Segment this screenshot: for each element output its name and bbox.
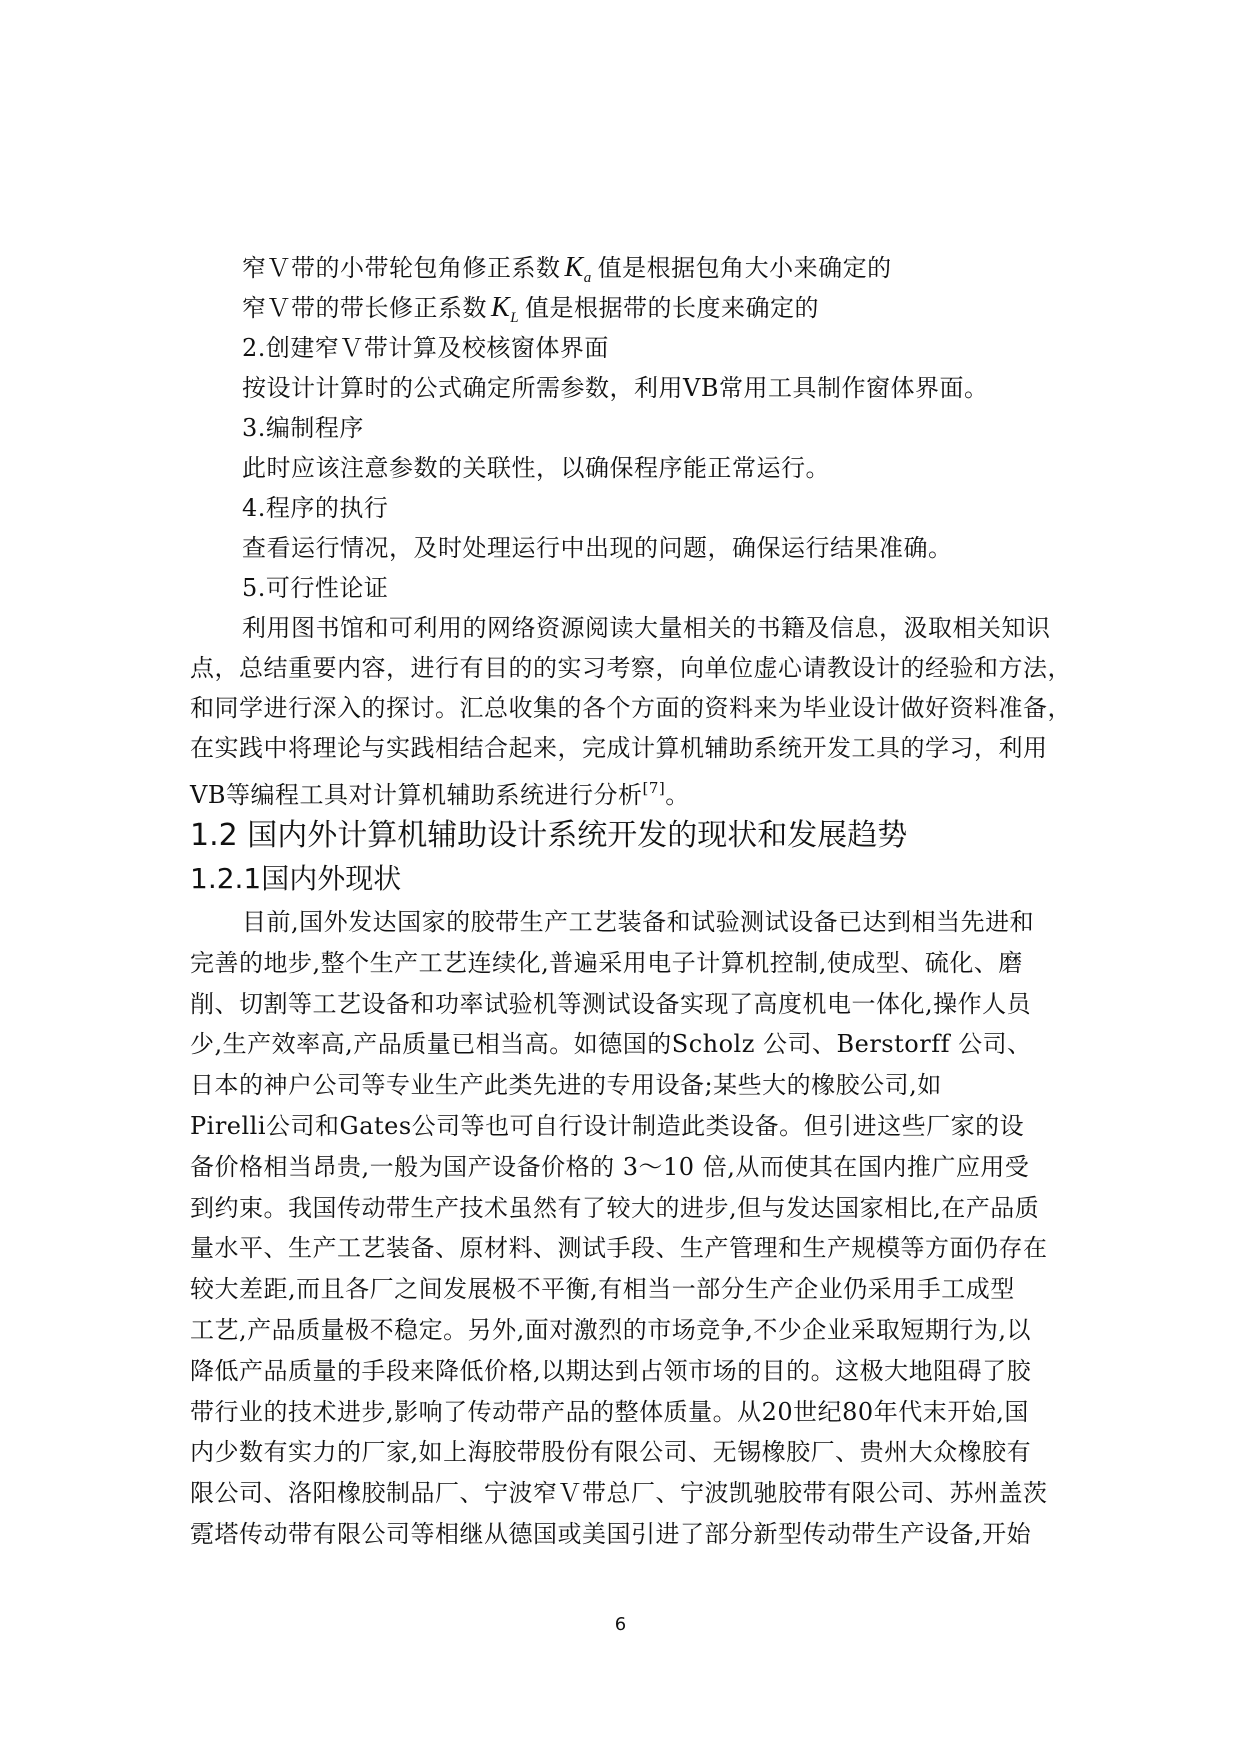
math-subscript: a	[583, 270, 592, 286]
step-heading-5: 5.可行性论证	[242, 574, 389, 602]
math-letter: K	[491, 292, 511, 323]
text-line: 此时应该注意参数的关联性，以确保程序能正常运行。	[242, 454, 830, 482]
paragraph-line: 到约束。我国传动带生产技术虽然有了较大的进步,但与发达国家相比,在产品质	[190, 1193, 1040, 1222]
paragraph-line: 备价格相当昂贵,一般为国产设备价格的 3～10 倍,从而使其在国内推广应用受	[190, 1152, 1030, 1181]
paragraph-line: Pirelli公司和Gates公司等也可自行设计制造此类设备。但引进这些厂家的设	[190, 1111, 1025, 1140]
section-heading: 1.2 国内外计算机辅助设计系统开发的现状和发展趋势	[190, 818, 908, 853]
paragraph-line: 目前,国外发达国家的胶带生产工艺装备和试验测试设备已达到相当先进和	[242, 908, 1035, 936]
math-subscript: L	[510, 310, 520, 326]
text-segment: 值是根据包角大小来确定的	[597, 254, 892, 282]
text-line: 点，总结重要内容，进行有目的的实习考察，向单位虚心请教设计的经验和方法，	[190, 654, 1072, 682]
paragraph-line: 限公司、洛阳橡胶制品厂、宁波窄Ｖ带总厂、宁波凯驰胶带有限公司、苏州盖茨	[190, 1479, 1048, 1508]
text-line-kl	[190, 288, 1060, 328]
paragraph-line: 霓塔传动带有限公司等相继从德国或美国引进了部分新型传动带生产设备,开始	[190, 1519, 1032, 1548]
paragraph-line: 量水平、生产工艺装备、原材料、测试手段、生产管理和生产规模等方面仍存在	[190, 1234, 1048, 1263]
text-segment: 窄Ｖ带的带长修正系数	[242, 294, 487, 322]
text-line: 利用图书馆和可利用的网络资源阅读大量相关的书籍及信息，汲取相关知识	[242, 614, 1051, 642]
text-line: 查看运行情况，及时处理运行中出现的问题，确保运行结果准确。	[242, 534, 953, 562]
paragraph-line: 完善的地步,整个生产工艺连续化,普遍采用电子计算机控制,使成型、硫化、磨	[190, 948, 1023, 977]
text-segment: VB等编程工具对计算机辅助系统进行分析	[190, 781, 643, 809]
text-line-with-citation	[190, 768, 1060, 808]
text-line: 和同学进行深入的探讨。汇总收集的各个方面的资料来为毕业设计做好资料准备，	[190, 694, 1072, 722]
text-segment: 。	[665, 781, 690, 809]
citation-ref: [7]	[642, 779, 666, 797]
paragraph-line: 削、切割等工艺设备和功率试验机等测试设备实现了高度机电一体化,操作人员	[190, 989, 1032, 1018]
math-letter: K	[564, 252, 584, 283]
paragraph-line: 内少数有实力的厂家,如上海胶带股份有限公司、无锡橡胶厂、贵州大众橡胶有	[190, 1438, 1032, 1467]
page-number: 6	[614, 1614, 627, 1635]
paragraph-line: 带行业的技术进步,影响了传动带产品的整体质量。从20世纪80年代末开始,国	[190, 1397, 1029, 1426]
subsection-heading: 1.2.1国内外现状	[190, 862, 402, 895]
paragraph-line: 少,生产效率高,产品质量已相当高。如德国的Scholz 公司、Berstorff 公司、	[190, 1030, 1032, 1059]
text-segment: 值是根据带的长度来确定的	[525, 294, 820, 322]
paragraph-line: 较大差距,而且各厂之间发展极不平衡,有相当一部分生产企业仍采用手工成型	[190, 1275, 1015, 1304]
page-content	[190, 248, 1072, 1555]
step-heading-3: 3.编制程序	[242, 414, 364, 442]
body-paragraph	[190, 902, 1060, 1555]
paragraph-line: 工艺,产品质量极不稳定。另外,面对激烈的市场竞争,不少企业采取短期行为,以	[190, 1315, 1032, 1344]
math-symbol-kl	[491, 292, 520, 326]
paragraph-line: 降低产品质量的手段来降低价格,以期达到占领市场的目的。这极大地阻碍了胶	[190, 1356, 1032, 1385]
step-heading-2: 2.创建窄Ｖ带计算及校核窗体界面	[242, 334, 609, 362]
text-line: 按设计计算时的公式确定所需参数，利用VB常用工具制作窗体界面。	[242, 374, 989, 402]
text-line: 在实践中将理论与实践相结合起来，完成计算机辅助系统开发工具的学习，利用	[190, 734, 1048, 762]
step-heading-4: 4.程序的执行	[242, 494, 389, 522]
paragraph-line: 日本的神户公司等专业生产此类先进的专用设备;某些大的橡胶公司,如	[190, 1071, 942, 1100]
text-segment: 窄Ｖ带的小带轮包角修正系数	[242, 254, 561, 282]
text-line-ka	[190, 248, 1060, 288]
math-symbol-ka	[564, 252, 592, 286]
